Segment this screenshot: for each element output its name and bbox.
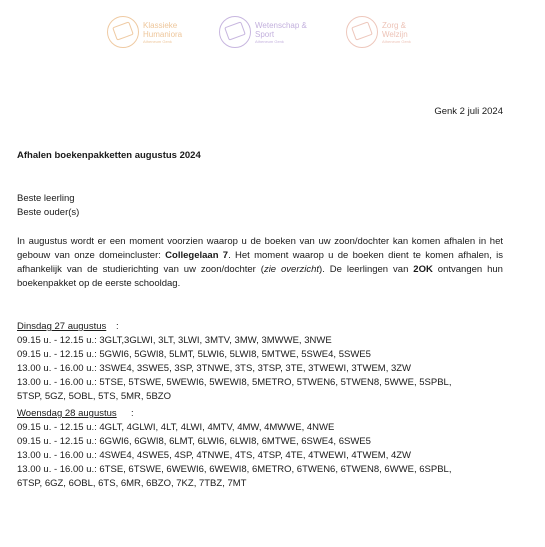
book-icon xyxy=(219,16,251,48)
schedule-line: 09.15 u. - 12.15 u.: 6GWI6, 6GWI8, 6LMT, 6LWI6, 6LWI8, 6MTWE, 6SWE4, 6SWE5 xyxy=(17,436,371,447)
para-class: 2OK xyxy=(413,264,433,275)
greeting-line: Beste leerling xyxy=(17,193,75,204)
para-text: ontvangen hun boekenpakket op de eerste schooldag. xyxy=(17,264,503,289)
logo-line2: Humaniora xyxy=(143,29,183,39)
schedule-line: 09.15 u. - 12.15 u.: 3GLT,3GLWI, 3LT, 3LWI, 3MTV, 3MW, 3MWWE, 3NWE xyxy=(17,335,332,346)
logo-sub: Atheneum Genk xyxy=(143,38,172,44)
school-logos xyxy=(0,14,545,54)
schedule-line: 13.00 u. - 16.00 u.: 6TSE, 6TSWE, 6WEWI6, 6WEWI8, 6METRO, 6TWEN6, 6TWEN8, 6WWE, 6SPBL, xyxy=(17,464,452,475)
logo-line2: Welzijn xyxy=(382,29,408,39)
schedule-line: 13.00 u. - 16.00 u.: 4SWE4, 4SWE5, 4SP, 4TNWE, 4TS, 4TSP, 4TE, 4TWEWI, 4TWEM, 4ZW xyxy=(17,450,412,461)
greeting xyxy=(17,192,503,220)
schedule-line: 5TSP, 5GZ, 5OBL, 5TS, 5MR, 5BZO xyxy=(17,391,171,402)
schedule-line: 09.15 u. - 12.15 u.: 4GLT, 4GLWI, 4LT, 4LWI, 4MTV, 4MW, 4MWWE, 4NWE xyxy=(17,422,335,433)
logo-klassieke-humaniora xyxy=(107,14,182,50)
schedule-line: 6TSP, 6GZ, 6OBL, 6TS, 6MR, 6BZO, 7KZ, 7TBZ, 7MT xyxy=(17,478,247,489)
logo-line1: Klassieke xyxy=(143,20,178,30)
book-icon xyxy=(107,16,139,48)
logo-line1: Wetenschap & xyxy=(255,20,307,30)
schedule-day: Dinsdag 27 augustus : 09.15 u. - 12.15 u.: 3GLT,3GLWI, 3LT, 3LWI, 3MTV, 3MW, 3MWWE, 3NWE 09.15 u. - 12.15 u.: 5GWI6, 5GWI8, 5LMT, 5LWI6, 5LWI8, 5MTWE, 5SWE4, 5SWE5 13.00 u. - 16.00 u.: 3SWE4, 3SWE5, 3SP, 3TNWE, 3TS, 3TSP, 3TE, 3TWEWI, 3TWEM, 3ZW 13.00 u. - 16.00 u.: 5TSE, 5TSWE, 5WEWI6, 5WEWI8, 5METRO, 5TWEN6, 5TWEN8, 5WWE, 5SPBL, 5TSP, 5GZ, 5OBL, 5TS, 5MR, 5BZO xyxy=(17,320,503,404)
para-text: In augustus wordt er een moment voorzien waarop u de boeken van uw zoon/dochter kan komen afhalen in het gebouw van onze domeincluster: xyxy=(17,236,503,261)
para-address: Collegelaan 7 xyxy=(165,250,229,261)
para-text: ). De leerlingen van xyxy=(319,264,414,275)
logo-wetenschap-sport xyxy=(219,14,307,50)
greeting-line: Beste ouder(s) xyxy=(17,207,80,218)
para-italic: zie overzicht xyxy=(263,264,320,275)
logo-line2: Sport xyxy=(255,29,275,39)
logo-sub: Atheneum Genk xyxy=(255,38,284,44)
day-heading: Woensdag 28 augustus xyxy=(17,408,117,419)
schedule-day: Woensdag 28 augustus : 09.15 u. - 12.15 u.: 4GLT, 4GLWI, 4LT, 4LWI, 4MTV, 4MW, 4MWWE, 4NWE 09.15 u. - 12.15 u.: 6GWI6, 6GWI8, 6LMT, 6LWI6, 6LWI8, 6MTWE, 6SWE4, 6SWE5 13.00 u. - 16.00 u.: 4SWE4, 4SWE5, 4SP, 4TNWE, 4TS, 4TSP, 4TE, 4TWEWI, 4TWEM, 4ZW 13.00 u. - 16.00 u.: 6TSE, 6TSWE, 6WEWI6, 6WEWI8, 6METRO, 6TWEN6, 6TWEN8, 6WWE, 6SPBL, 6TSP, 6GZ, 6OBL, 6TS, 6MR, 6BZO, 7KZ, 7TBZ, 7MT xyxy=(17,407,503,491)
para-text: . Het moment waarop u de boeken dient te komen afhalen, is afhankelijk van de studierichting van uw zoon/dochter ( xyxy=(17,250,503,275)
logo-line1: Zorg & xyxy=(382,20,407,30)
letter-title: Afhalen boekenpakketten augustus 2024 xyxy=(17,150,201,161)
schedule-line: 13.00 u. - 16.00 u.: 3SWE4, 3SWE5, 3SP, 3TNWE, 3TS, 3TSP, 3TE, 3TWEWI, 3TWEM, 3ZW xyxy=(17,363,412,374)
schedule-line: 13.00 u. - 16.00 u.: 5TSE, 5TSWE, 5WEWI6, 5WEWI8, 5METRO, 5TWEN6, 5TWEN8, 5WWE, 5SPBL, xyxy=(17,377,452,388)
day-heading: Dinsdag 27 augustus xyxy=(17,321,107,332)
letter-date: Genk 2 juli 2024 xyxy=(434,106,503,117)
logo-zorg-welzijn xyxy=(346,14,411,50)
intro-paragraph xyxy=(17,235,503,291)
logo-sub: Atheneum Genk xyxy=(382,38,411,44)
book-icon xyxy=(346,16,378,48)
schedule-line: 09.15 u. - 12.15 u.: 5GWI6, 5GWI8, 5LMT, 5LWI6, 5LWI8, 5MTWE, 5SWE4, 5SWE5 xyxy=(17,349,371,360)
